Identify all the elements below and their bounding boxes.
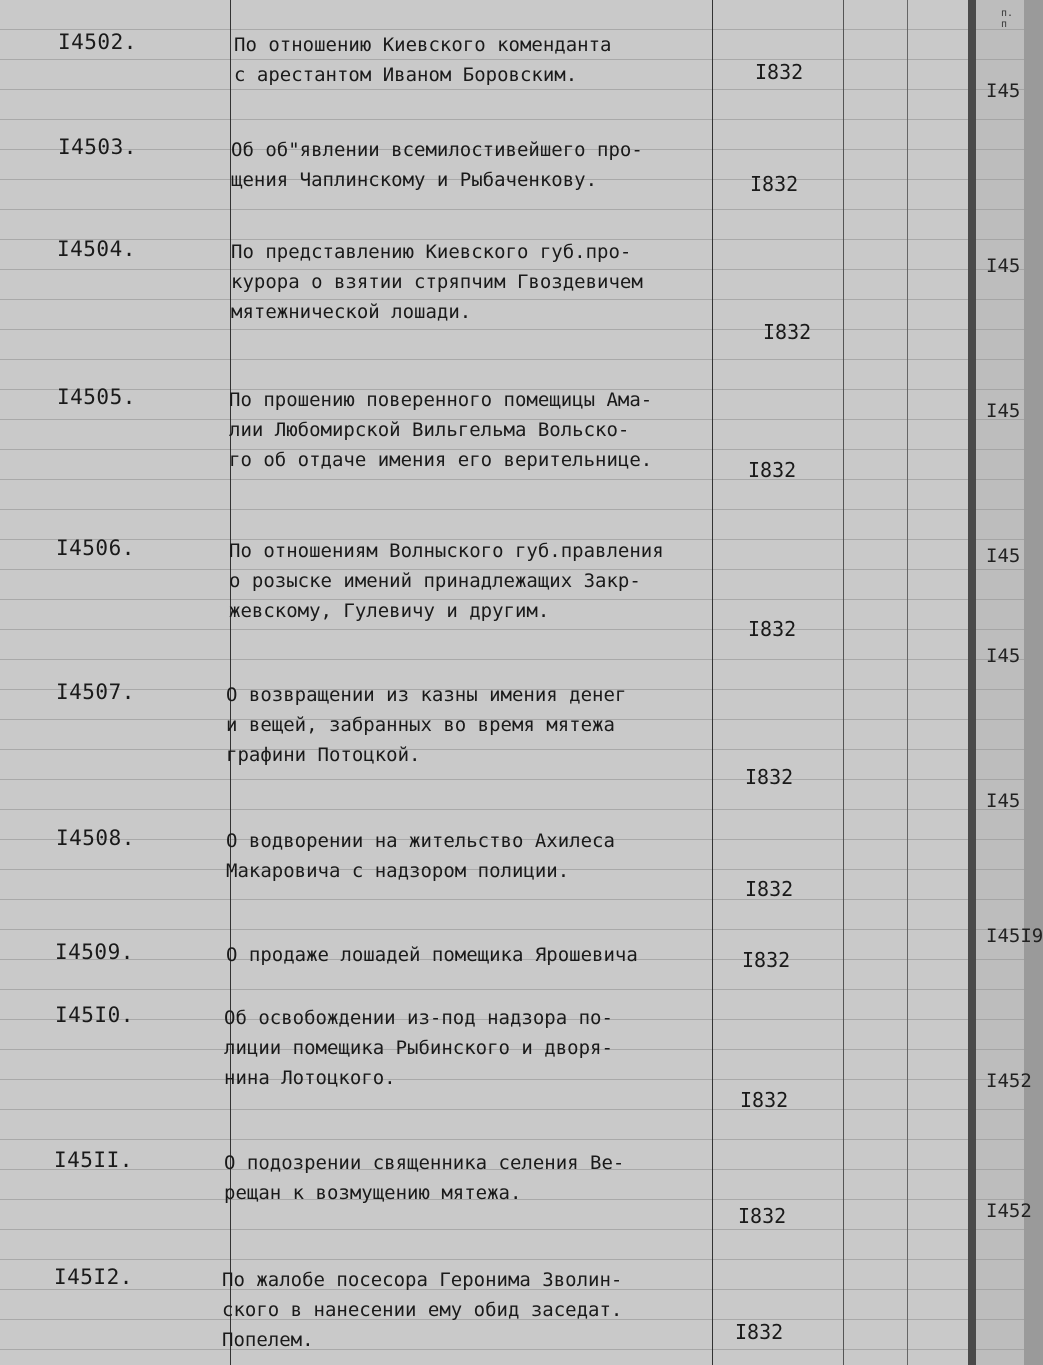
record-title-line: О продаже лошадей помещика Ярошевича [226, 944, 638, 966]
record-title [222, 1265, 762, 1355]
record-title-line: Попелем. [222, 1329, 314, 1351]
record-year: I832 [750, 172, 799, 196]
record-title-line: О водворении на жительство Ахилеса [226, 830, 615, 852]
adjacent-record-number: I452 [986, 1070, 1032, 1092]
record-title [226, 826, 766, 886]
record-title-line: графини Потоцкой. [226, 744, 421, 766]
record-title-line: нина Лотоцкого. [224, 1067, 396, 1089]
adjacent-record-number: I452 [986, 1200, 1032, 1222]
record-title-line: О возвращении из казны имения денег [226, 684, 627, 706]
record-title [229, 385, 769, 475]
record-number: I4503. [58, 135, 137, 159]
record-year: I832 [748, 458, 797, 482]
record-year: I832 [740, 1088, 789, 1112]
record-title-line: Об освобождении из-под надзора по- [224, 1007, 613, 1029]
record-year: I832 [745, 765, 794, 789]
adjacent-record-number: I45 [986, 255, 1021, 277]
record-title-line: По представлению Киевского губ.про- [231, 241, 632, 263]
record-title [224, 1003, 764, 1093]
record-title [226, 940, 766, 970]
record-year: I832 [735, 1320, 784, 1344]
record-title-line: По отношению Киевского коменданта [234, 34, 612, 56]
record-title-line: лии Любомирской Вильгельма Вольско- [229, 419, 630, 441]
record-number: I4504. [57, 237, 136, 261]
adjacent-page [976, 0, 1043, 1365]
record-number: I4506. [56, 536, 135, 560]
record-title-line: По жалобе посесора Геронима Зволин- [222, 1269, 623, 1291]
record-title [234, 30, 774, 90]
record-title-line: о розыске имений принадлежащих Закр- [229, 570, 641, 592]
adjacent-record-number: I45 [986, 790, 1021, 812]
book-gutter [968, 0, 976, 1365]
record-title-line: лиции помещика Рыбинского и дворя- [224, 1037, 613, 1059]
record-number: I4509. [55, 940, 134, 964]
adjacent-record-number: I45 [986, 80, 1021, 102]
record-number: I4502. [58, 30, 137, 54]
record-number: I4505. [57, 385, 136, 409]
adjacent-record-number: I45 [986, 645, 1021, 667]
adjacent-record-number: I45I9 [986, 925, 1043, 947]
record-title [224, 1148, 764, 1208]
column-rule-extra [907, 0, 908, 1365]
record-title-line: О подозрении священника селения Ве- [224, 1152, 625, 1174]
record-year: I832 [755, 60, 804, 84]
record-title-line: Об об"явлении всемилостивейшего про- [231, 139, 643, 161]
record-title-line: рещан к возмущению мятежа. [224, 1182, 522, 1204]
record-title [231, 135, 771, 195]
record-title-line: щения Чаплинскому и Рыбаченкову. [231, 169, 598, 191]
record-title-line: и вещей, забранных во время мятежа [226, 714, 615, 736]
record-title-line: курора о взятии стряпчим Гвоздевичем [231, 271, 643, 293]
record-year: I832 [745, 877, 794, 901]
record-title-line: жевскому, Гулевичу и другим. [229, 600, 550, 622]
record-number: I4508. [56, 826, 135, 850]
adjacent-record-number: I45 [986, 400, 1021, 422]
adjacent-record-number: I45 [986, 545, 1021, 567]
record-title-line: мятежнической лошади. [231, 301, 472, 323]
record-number: I4507. [56, 680, 135, 704]
record-year: I832 [763, 320, 812, 344]
record-title-line: По отношениям Волныского губ.правления [229, 540, 664, 562]
record-title [229, 536, 769, 626]
record-number: I45II. [54, 1148, 133, 1172]
record-number: I45I0. [55, 1003, 134, 1027]
record-year: I832 [748, 617, 797, 641]
record-year: I832 [738, 1204, 787, 1228]
record-year: I832 [742, 948, 791, 972]
record-title-line: ского в нанесении ему обид заседат. [222, 1299, 623, 1321]
adjacent-page-corner: п. п [1001, 8, 1014, 30]
record-title-line: Макаровича с надзором полиции. [226, 860, 570, 882]
record-number: I45I2. [54, 1265, 133, 1289]
record-title-line: го об отдаче имения его верительнице. [229, 449, 653, 471]
record-title-line: По прошению поверенного помещицы Ама- [229, 389, 653, 411]
column-rule-year [843, 0, 844, 1365]
record-title-line: с арестантом Иваном Боровским. [234, 64, 578, 86]
record-title [226, 680, 766, 770]
record-title [231, 237, 771, 327]
